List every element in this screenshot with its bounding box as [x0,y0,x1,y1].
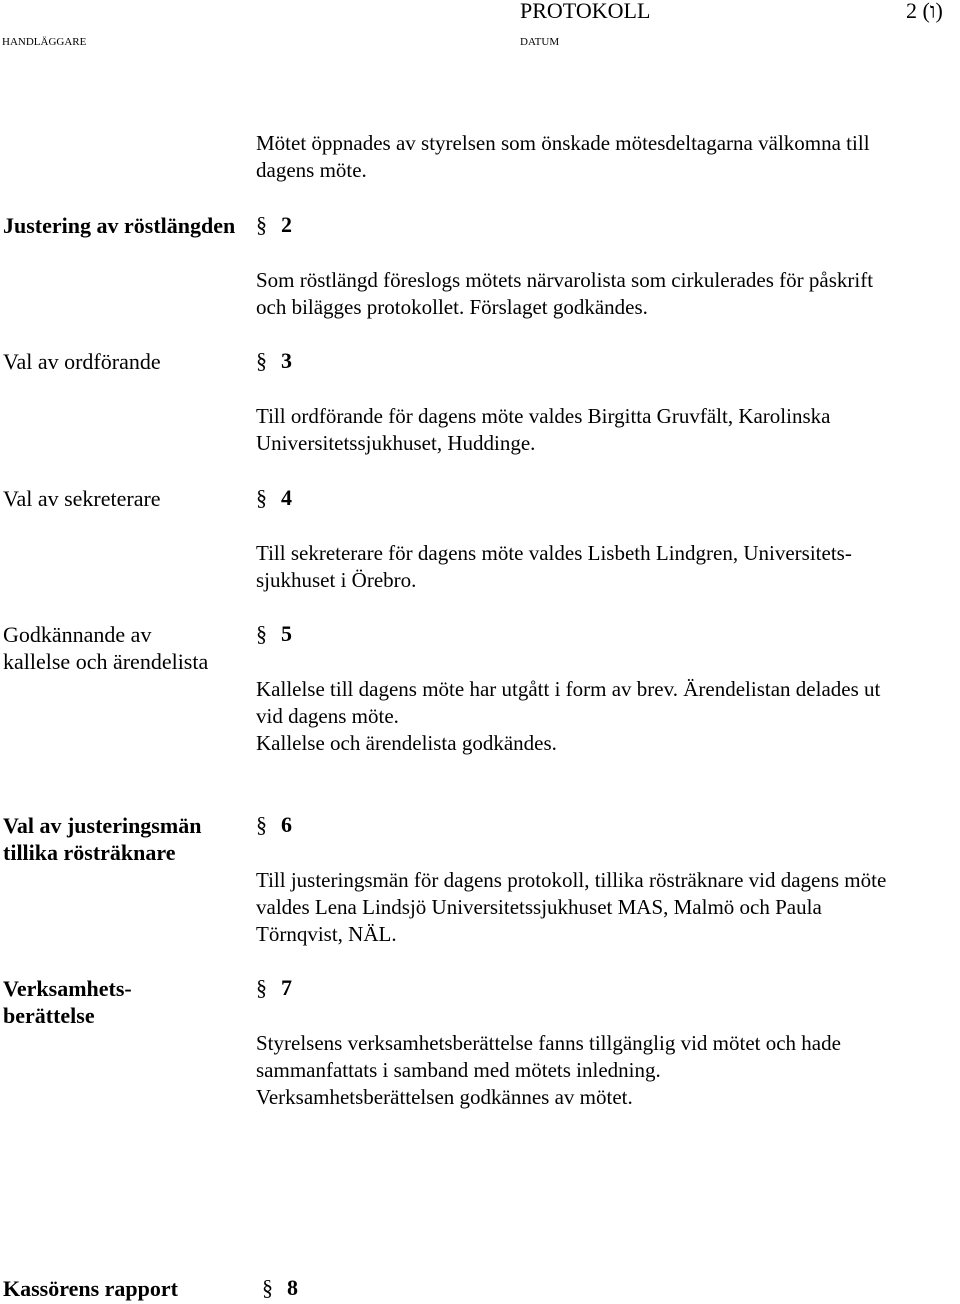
section-symbol: § [256,212,267,237]
datum-label: DATUM [520,36,560,48]
section-heading-4: Val av sekreterare [3,486,161,511]
section-symbol: § [256,621,267,646]
section-body-4: Till sekreterare för dagens möte valdes Lisbeth Lindgren, Universitets- sjukhuset i Örebro. [256,541,852,592]
section-symbol: § [256,975,267,1000]
section-symbol: § [256,348,267,373]
section-body-5: Kallelse till dagens möte har utgått i form av brev. Ärendelistan delades ut vid dagens möte. Kallelse och ärendelista godkändes. [256,677,881,755]
section-heading-5: Godkännande av kallelse och ärendelista [3,622,209,674]
section-number-6: § 6 [256,812,292,837]
section-number-5: § 5 [256,621,292,646]
section-number-7: § 7 [256,975,292,1000]
intro-line: Mötet öppnades av styrelsen som önskade mötesdeltagarna välkomna till [256,131,870,155]
section-body-7: Styrelsens verksamhetsberättelse fanns tillgänglig vid mötet och hade sammanfattats i samband med mötets inledning. Verksamhetsberättelsen godkännes av mötet. [256,1031,841,1109]
section-number-2: § 2 [256,212,292,237]
section-body-3: Till ordförande för dagens möte valdes Birgitta Gruvfält, Karolinska Universitetssjukhuset, Huddinge. [256,404,831,455]
section-symbol: § [256,485,267,510]
section-body-2: Som röstlängd föreslogs mötets närvarolista som cirkulerades för påskrift och bilägges protokollet. Förslaget godkändes. [256,268,874,319]
intro-line: dagens möte. [256,158,367,182]
handlaggare-label: HANDLÄGGARE [2,36,87,48]
section-heading-2: Justering av röstlängden [3,213,236,238]
section-number-8: § 8 [262,1275,298,1300]
page-number: 2 (ו) [906,0,943,23]
section-body-6: Till justeringsmän för dagens protokoll, tillika rösträknare vid dagens möte valdes Lena Lindsjö Universitetssjukhuset MAS, Malmö och Paula Törnqvist, NÄL. [256,868,887,946]
section-symbol: § [256,812,267,837]
document-title: PROTOKOLL [520,0,651,23]
intro-paragraph [256,130,870,184]
section-number-3: § 3 [256,348,292,373]
section-heading-7: Verksamhets- berättelse [3,976,132,1028]
section-heading-8: Kassörens rapport [3,1276,178,1301]
section-number-4: § 4 [256,485,292,510]
section-heading-6: Val av justeringsmän tillika rösträknare [3,813,202,865]
section-heading-3: Val av ordförande [3,349,161,374]
section-symbol: § [262,1275,273,1300]
